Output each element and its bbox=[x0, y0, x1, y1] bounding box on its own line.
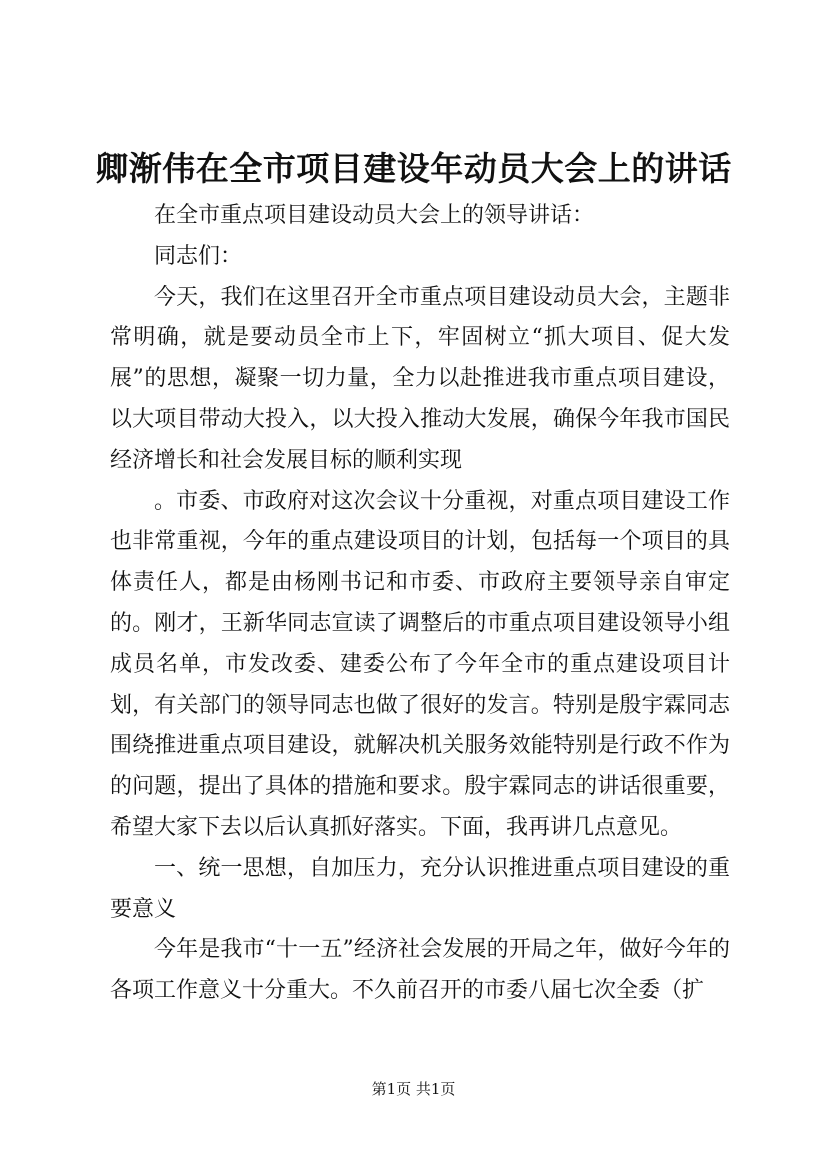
paragraph-subtitle: 在全市重点项目建设动员大会上的领导讲话： bbox=[154, 203, 595, 228]
document-body bbox=[110, 196, 730, 1012]
section-heading-1: 一、统一思想，自加压力，充分认识推进重点项目建设的重要意义 bbox=[110, 855, 730, 922]
paragraph-section-1: 今年是我市“十一五”经济社会发展的开局之年，做好今年的各项工作意义十分重大。不久前召开的市委八届七次全委（扩 bbox=[110, 937, 730, 1004]
document-title: 卿渐伟在全市项目建设年动员大会上的讲话 bbox=[95, 149, 732, 188]
paragraph-salutation: 同志们： bbox=[154, 243, 243, 269]
page-number: 第1页 共1页 bbox=[371, 1080, 456, 1098]
paragraph-importance: 。市委、市政府对这次会议十分重视，对重点项目建设工作也非常重视，今年的重点建设项目的计划，包括每一个项目的具体责任人，都是由杨刚书记和市委、市政府主要领导亲自审定的。刚才，王新华同志宣读了调整后的市重点项目建设领导小组成员名单，市发改委、建委公布了今年全市的重点建设项目计划，有关部门的领导同志也做了很好的发言。特别是殷宇霖同志围绕推进重点项目建设，就解决机关服务效能特别是行政不作为的问题，提出了具体的措施和要求。殷宇霖同志的讲话很重要，希望大家下去以后认真抓好落实。下面，我再讲几点意见。 bbox=[110, 488, 730, 840]
paragraph-opening: 今天，我们在这里召开全市重点项目建设动员大会，主题非常明确，就是要动员全市上下，牢固树立“抓大项目、促大发展”的思想，凝聚一切力量，全力以赴推进我市重点项目建设，以大项目带动大投入，以大投入推动大发展，确保今年我市国民经济增长和社会发展目标的顺利实现 bbox=[110, 284, 730, 473]
